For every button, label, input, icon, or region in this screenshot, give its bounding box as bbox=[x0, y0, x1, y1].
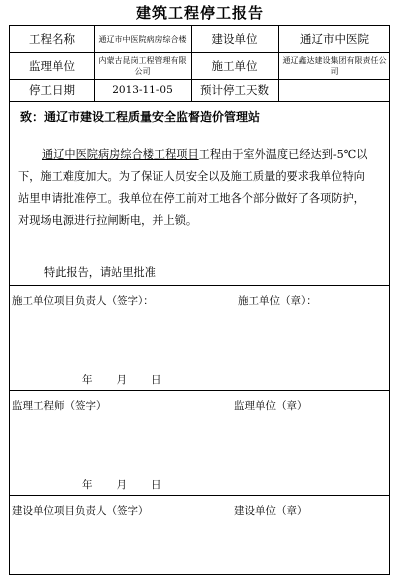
supervisor-value: 内蒙古昆岗工程管理有限公司 bbox=[98, 55, 187, 76]
month-label: 月 bbox=[116, 374, 127, 386]
report-form bbox=[9, 25, 390, 575]
section-divider bbox=[10, 495, 389, 496]
est-days-value bbox=[278, 79, 391, 101]
project-name-label: 工程名称 bbox=[29, 32, 75, 46]
year-label: 年 bbox=[82, 374, 93, 386]
contractor-seal: 施工单位（章）： bbox=[238, 295, 317, 307]
contractor-date bbox=[82, 372, 162, 387]
stop-date-value: 2013-11-05 bbox=[112, 84, 173, 96]
letter-body-text: 工程由于室外温度已经达到-5℃以下，施工难度加大。为了保证人员安全以及施工质量的要求我单位特向站里申请批准停工。我单位在停工前对工地各个部分做好了各项防护，对现场电源进行拉闸断电，并上锁。 bbox=[18, 148, 368, 227]
contractor-value: 通辽鑫达建设集团有限责任公司 bbox=[282, 55, 387, 76]
est-days-label: 预计停工天数 bbox=[200, 83, 269, 97]
section-divider bbox=[10, 285, 389, 286]
supervisor-seal: 监理单位（章） bbox=[234, 400, 308, 412]
day-label: 日 bbox=[151, 374, 162, 386]
letter-closing: 特此报告，请站里批准 bbox=[44, 266, 156, 279]
letter-recipient: 致：通辽市建设工程质量安全监督造价管理站 bbox=[20, 110, 261, 124]
day-label: 日 bbox=[151, 479, 162, 491]
project-reference: 通辽中医院病房综合楼工程项目 bbox=[42, 148, 199, 161]
month-label: 月 bbox=[116, 479, 127, 491]
supervisor-label: 监理单位 bbox=[29, 58, 75, 73]
client-seal: 建设单位（章） bbox=[234, 505, 308, 517]
contractor-label: 施工单位 bbox=[211, 58, 258, 73]
supervisor-date bbox=[82, 477, 162, 492]
contractor-manager-signature: 施工单位项目负责人（签字）： bbox=[12, 295, 154, 307]
section-divider bbox=[10, 390, 389, 391]
report-title: 建筑工程停工报告 bbox=[135, 4, 264, 22]
stop-date-label: 停工日期 bbox=[29, 83, 75, 97]
client-label: 建设单位 bbox=[211, 32, 258, 46]
client-value: 通辽市中医院 bbox=[300, 32, 369, 46]
letter-body bbox=[18, 144, 370, 232]
row-divider bbox=[10, 101, 389, 102]
client-manager-signature: 建设单位项目负责人（签字） bbox=[12, 505, 149, 517]
project-name-value: 通辽市中医院病房综合楼 bbox=[98, 34, 187, 44]
supervising-engineer-signature: 监理工程师（签字） bbox=[12, 400, 107, 412]
year-label: 年 bbox=[82, 479, 93, 491]
